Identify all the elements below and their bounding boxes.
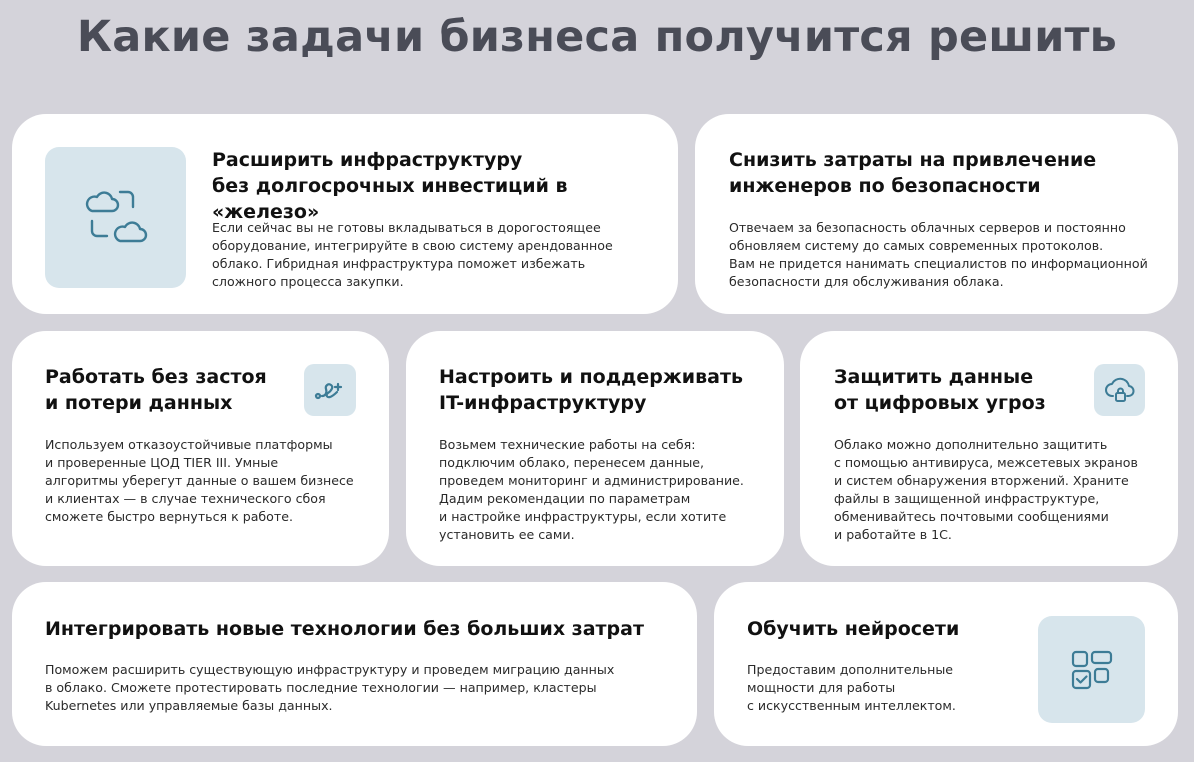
connection-link-icon [314, 376, 346, 404]
desc-line: и клиентах — в случае технического сбоя [45, 491, 326, 506]
card-description [729, 219, 1148, 291]
card-title-line: IT-инфраструктуру [439, 392, 647, 414]
desc-line: с помощью антивируса, межсетевых экранов [834, 455, 1138, 470]
icon-tile [45, 147, 186, 288]
desc-line: Предоставим дополнительные [747, 662, 954, 677]
desc-line: файлы в защищенной инфраструктуре, [834, 491, 1100, 506]
card-description [45, 661, 614, 715]
desc-line: сложного процесса закупки. [212, 274, 404, 289]
desc-line: Возьмем технические работы на себя: [439, 437, 696, 452]
desc-line: Дадим рекомендации по параметрам [439, 491, 691, 506]
cloud-lock-icon [1105, 376, 1135, 404]
card-title [45, 364, 267, 416]
desc-line: безопасности для обслуживания облака. [729, 274, 1004, 289]
card-title-line: инженеров по безопасности [729, 175, 1041, 197]
card-title-line: и потери данных [45, 392, 233, 414]
desc-line: проведем мониторинг и администрирование. [439, 473, 744, 488]
page-title: Какие задачи бизнеса получится решить [76, 12, 1118, 62]
card-description [439, 436, 744, 544]
desc-line: и систем обнаружения вторжений. Храните [834, 473, 1129, 488]
desc-line: Используем отказоустойчивые платформы [45, 437, 333, 452]
card-title [747, 616, 959, 642]
card-expand-infrastructure [12, 114, 678, 314]
desc-line: Вам не придется нанимать специалистов по информационной [729, 256, 1148, 271]
card-title [439, 364, 743, 416]
card-protect-data [800, 331, 1178, 566]
icon-tile [1038, 616, 1145, 723]
card-title [212, 147, 678, 225]
desc-line: облако. Гибридная инфраструктура поможет избежать [212, 256, 586, 271]
card-description [834, 436, 1138, 544]
card-title-line: Интегрировать новые технологии без больших затрат [45, 618, 644, 640]
desc-line: и работайте в 1С. [834, 527, 952, 542]
desc-line: оборудование, интегрируйте в свою систему арендованное [212, 238, 613, 253]
desc-line: и проверенные ЦОД TIER III. Умные [45, 455, 279, 470]
desc-line: Отвечаем за безопасность облачных серверов и постоянно [729, 220, 1126, 235]
desc-line: Kubernetes или управляемые базы данных. [45, 698, 333, 713]
desc-line: Поможем расширить существующую инфраструктуру и проведем миграцию данных [45, 662, 615, 677]
card-title [834, 364, 1046, 416]
desc-line: обменивайтесь почтовыми сообщениями [834, 509, 1109, 524]
desc-line: обновляем систему до самых современных протоколов. [729, 238, 1104, 253]
card-title [45, 616, 644, 642]
card-title-line: Обучить нейросети [747, 618, 960, 640]
card-description [747, 661, 956, 715]
card-description [45, 436, 354, 526]
card-reduce-security-costs [695, 114, 1178, 314]
card-title-line: от цифровых угроз [834, 392, 1046, 414]
card-title-line: Снизить затраты на привлечение [729, 149, 1097, 171]
apps-grid-check-icon [1070, 649, 1114, 691]
desc-line: и настройке инфраструктуры, если хотите [439, 509, 727, 524]
cloud-transfer-icon [84, 189, 148, 247]
card-title-line: Расширить инфраструктуру [212, 149, 523, 171]
desc-line: алгоритмы уберегут данные о вашем бизнесе [45, 473, 354, 488]
icon-tile [1094, 364, 1145, 416]
card-integrate-technologies [12, 582, 697, 746]
card-title-line: Работать без застоя [45, 366, 267, 388]
desc-line: подключим облако, перенесем данные, [439, 455, 705, 470]
card-no-downtime [12, 331, 389, 566]
card-title-line: Защитить данные [834, 366, 1034, 388]
desc-line: с искусственным интеллектом. [747, 698, 956, 713]
card-train-neural-networks [714, 582, 1178, 746]
icon-tile [304, 364, 356, 416]
desc-line: Облако можно дополнительно защитить [834, 437, 1108, 452]
desc-line: установить ее сами. [439, 527, 575, 542]
desc-line: сможете быстро вернуться к работе. [45, 509, 293, 524]
desc-line: в облако. Сможете протестировать последние технологии — например, кластеры [45, 680, 597, 695]
card-title-line: Настроить и поддерживать [439, 366, 743, 388]
card-setup-it-infrastructure [406, 331, 784, 566]
desc-line: мощности для работы [747, 680, 896, 695]
card-title [729, 147, 1096, 199]
desc-line: Если сейчас вы не готовы вкладываться в дорогостоящее [212, 220, 601, 235]
card-description [212, 219, 613, 291]
card-title-line: без долгосрочных инвестиций в «железо» [212, 175, 568, 223]
